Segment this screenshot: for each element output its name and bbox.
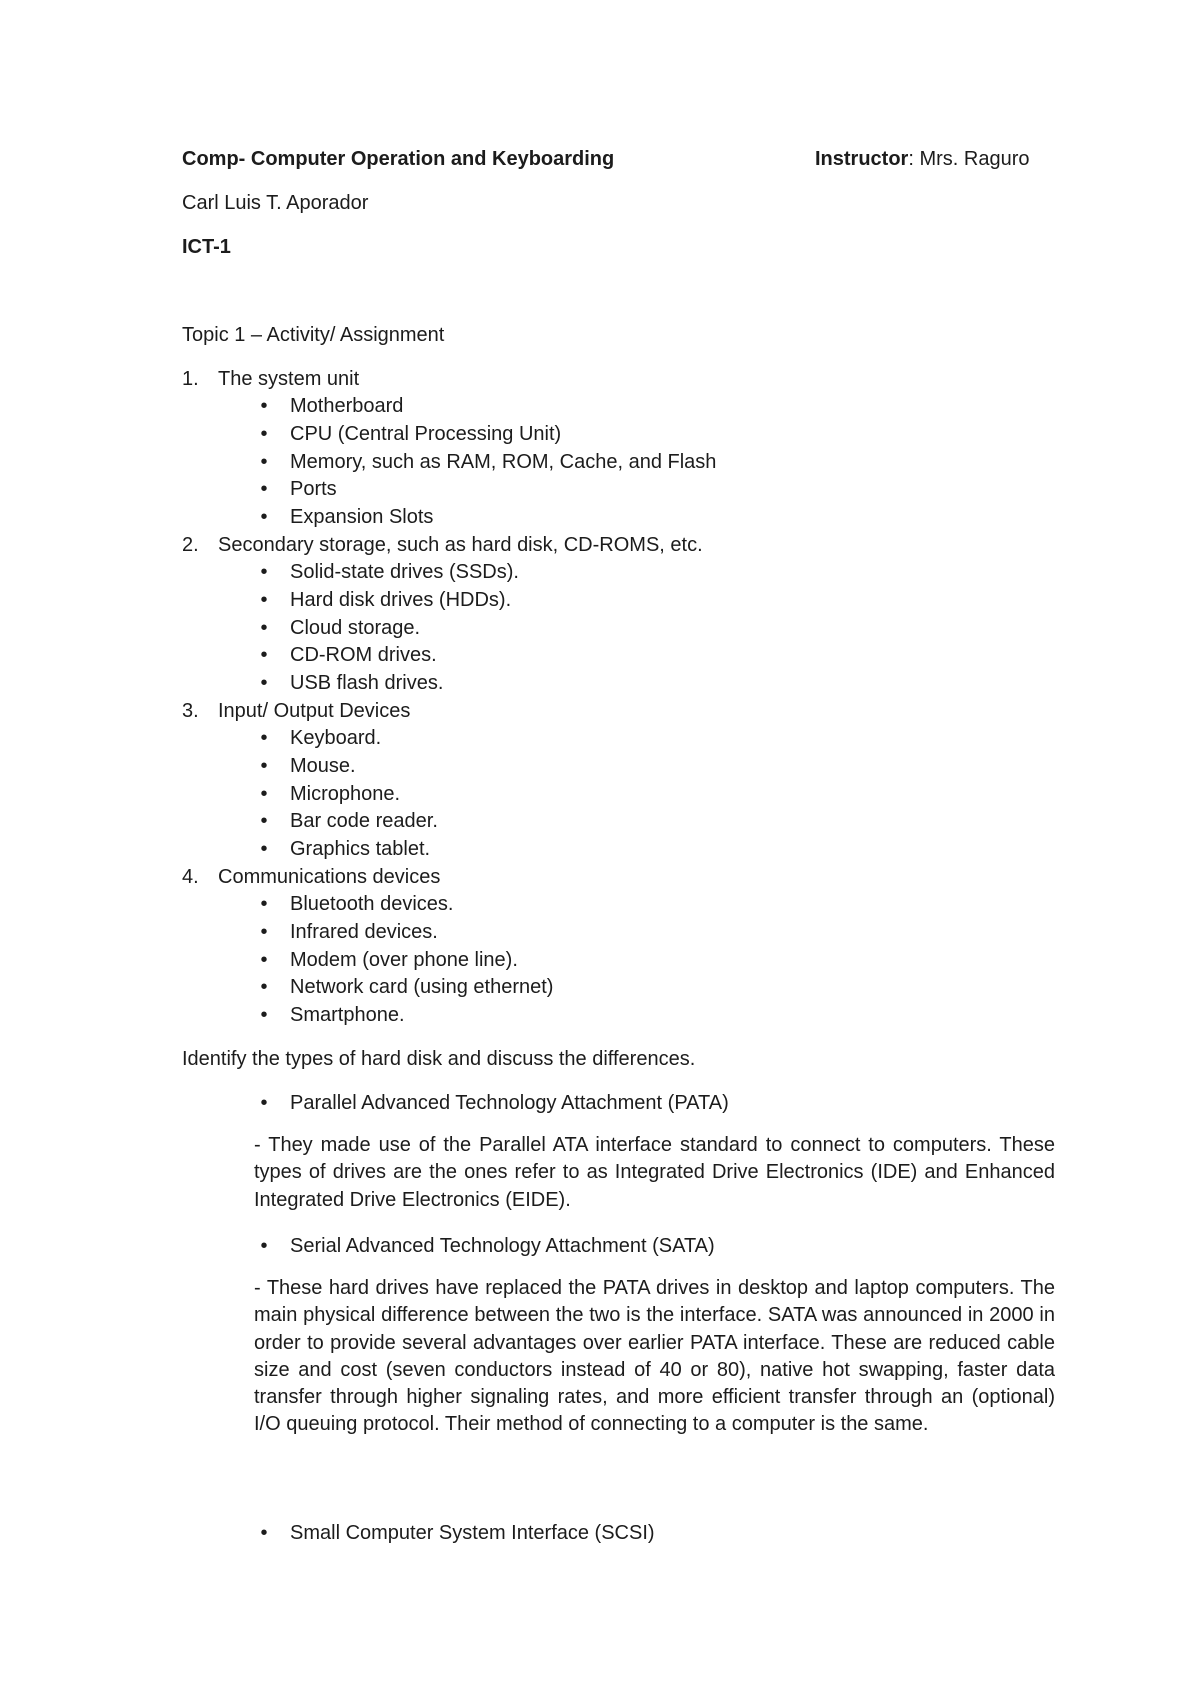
course-title: Comp- Computer Operation and Keyboarding bbox=[182, 148, 615, 170]
bullet-icon: • bbox=[260, 949, 268, 971]
hard-disk-description: - These hard drives have replaced the PATA drives in desktop and laptop computers. The main physical difference between the two is the interface. SATA was announced in 2000 in order to provide several advantages over earlier PATA interface. These are reduced cable size and cost (seven conductors instead of 40 or 80), native hot swapping, faster data transfer through higher signaling rates, and more efficient transfer through an (optional) I/O queuing protocol. Their method of connecting to a computer is the same. bbox=[254, 1277, 1055, 1436]
hard-disk-title: Serial Advanced Technology Attachment (SATA) bbox=[290, 1235, 715, 1257]
list-item-text: Bluetooth devices. bbox=[290, 893, 454, 915]
list-item-text: Network card (using ethernet) bbox=[290, 976, 554, 998]
question-text: Identify the types of hard disk and discuss the differences. bbox=[182, 1048, 696, 1070]
bullet-icon: • bbox=[260, 727, 268, 749]
list-item-text: CD-ROM drives. bbox=[290, 644, 437, 666]
list-item-text: Graphics tablet. bbox=[290, 838, 431, 860]
list-item-text: Motherboard bbox=[290, 395, 404, 417]
list-item-text: Modem (over phone line). bbox=[290, 949, 518, 971]
bullet-icon: • bbox=[260, 976, 268, 998]
list-item-text: CPU (Central Processing Unit) bbox=[290, 423, 562, 445]
list-item-text: Mouse. bbox=[290, 755, 356, 777]
bullet-icon: • bbox=[260, 1522, 268, 1544]
topic-title: Topic 1 – Activity/ Assignment bbox=[182, 324, 445, 346]
instructor-line bbox=[815, 147, 1030, 171]
hard-disk-description: - They made use of the Parallel ATA interface standard to connect to computers. These types of drives are the ones refer to as Integrated Drive Electronics (IDE) and Enhanced Integrated Drive Electronics (EIDE). bbox=[254, 1134, 1055, 1211]
bullet-icon: • bbox=[260, 644, 268, 666]
bullet-icon: • bbox=[260, 893, 268, 915]
bullet-icon: • bbox=[260, 1092, 268, 1114]
list-heading: Communications devices bbox=[218, 866, 441, 888]
bullet-icon: • bbox=[260, 810, 268, 832]
bullet-icon: • bbox=[260, 423, 268, 445]
list-item-text: Cloud storage. bbox=[290, 617, 421, 639]
list-number: 4. bbox=[182, 866, 199, 888]
bullet-icon: • bbox=[260, 506, 268, 528]
bullet-icon: • bbox=[260, 755, 268, 777]
list-heading: Secondary storage, such as hard disk, CD-ROMS, etc. bbox=[218, 534, 703, 556]
list-item-text: Solid-state drives (SSDs). bbox=[290, 561, 519, 583]
list-heading: The system unit bbox=[218, 368, 360, 390]
bullet-icon: • bbox=[260, 395, 268, 417]
bullet-icon: • bbox=[260, 561, 268, 583]
bullet-icon: • bbox=[260, 589, 268, 611]
student-name: Carl Luis T. Aporador bbox=[182, 192, 369, 214]
bullet-icon: • bbox=[260, 672, 268, 694]
bullet-icon: • bbox=[260, 451, 268, 473]
list-item-text: Expansion Slots bbox=[290, 506, 434, 528]
instructor-name: : Mrs. Raguro bbox=[908, 148, 1030, 170]
bullet-icon: • bbox=[260, 478, 268, 500]
list-item-text: Microphone. bbox=[290, 783, 401, 805]
bullet-icon: • bbox=[260, 1235, 268, 1257]
instructor-label: Instructor bbox=[815, 148, 909, 170]
bullet-icon: • bbox=[260, 617, 268, 639]
list-item-text: Memory, such as RAM, ROM, Cache, and Flash bbox=[290, 451, 717, 473]
hard-disk-title: Parallel Advanced Technology Attachment (PATA) bbox=[290, 1092, 729, 1114]
section-label: ICT-1 bbox=[182, 236, 231, 258]
list-number: 2. bbox=[182, 534, 199, 556]
list-item-text: Hard disk drives (HDDs). bbox=[290, 589, 512, 611]
bullet-icon: • bbox=[260, 1004, 268, 1026]
hard-disk-title: Small Computer System Interface (SCSI) bbox=[290, 1522, 655, 1544]
list-item-text: Infrared devices. bbox=[290, 921, 438, 943]
list-heading: Input/ Output Devices bbox=[218, 700, 411, 722]
list-item-text: Smartphone. bbox=[290, 1004, 405, 1026]
bullet-icon: • bbox=[260, 783, 268, 805]
list-number: 1. bbox=[182, 368, 199, 390]
list-item-text: Bar code reader. bbox=[290, 810, 438, 832]
list-number: 3. bbox=[182, 700, 199, 722]
list-item-text: Keyboard. bbox=[290, 727, 382, 749]
list-item-text: USB flash drives. bbox=[290, 672, 444, 694]
bullet-icon: • bbox=[260, 838, 268, 860]
bullet-icon: • bbox=[260, 921, 268, 943]
list-item-text: Ports bbox=[290, 478, 337, 500]
